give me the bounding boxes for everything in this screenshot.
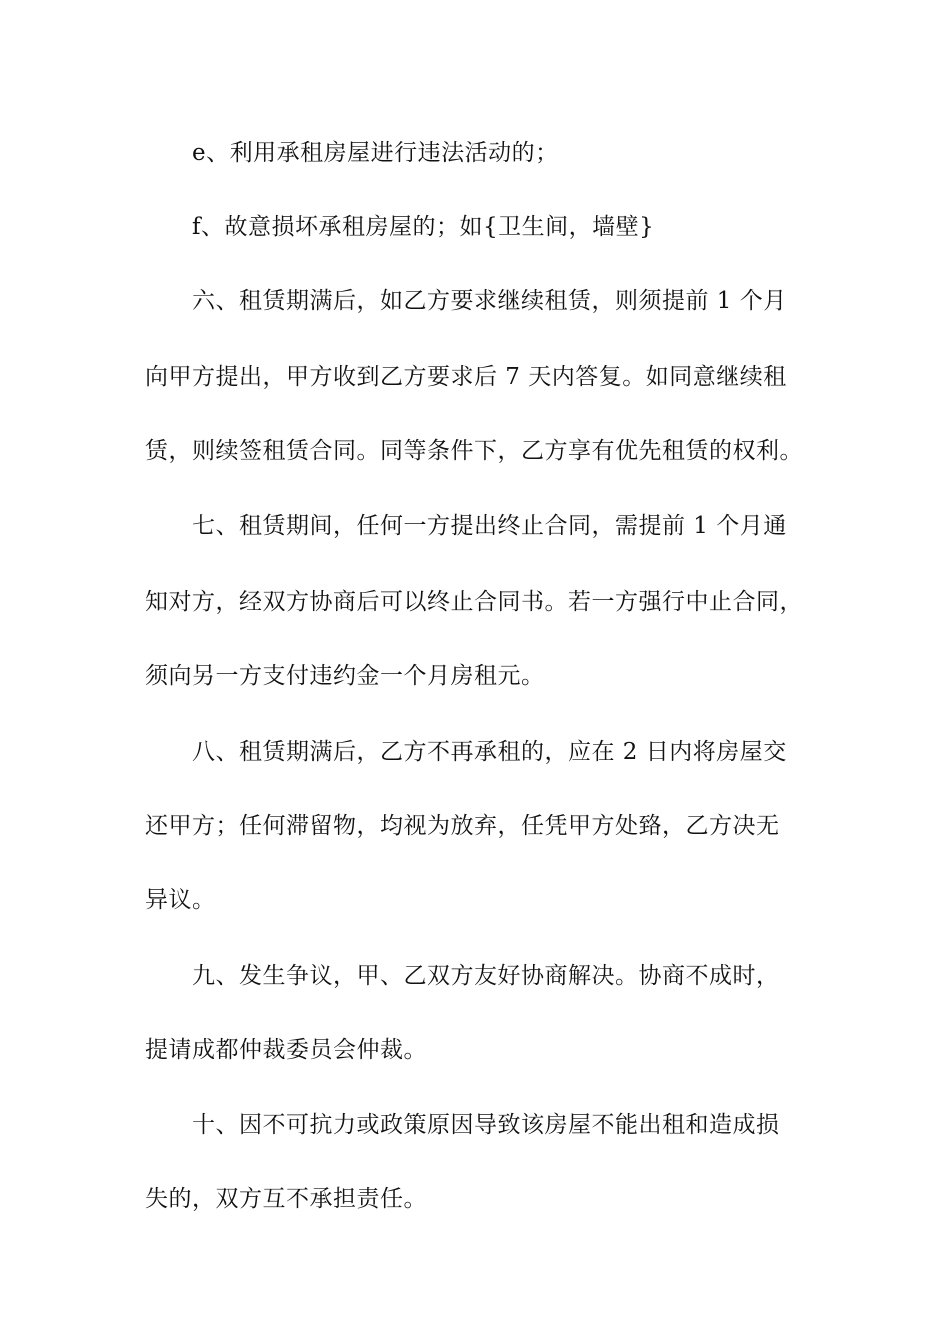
clause-7-line-2: 知对方，经双方协商后可以终止合同书。若一方强行中止合同，	[145, 589, 803, 615]
clause-8-line-1: 八、租赁期满后，乙方不再承租的，应在 2 日内将房屋交	[192, 739, 787, 765]
clause-10-line-2: 失的，双方互不承担责任。	[145, 1186, 427, 1212]
clause-f-line-1: f、故意损坏承租房屋的；如{卫生间，墙壁}	[192, 214, 655, 240]
clause-e-line-1: e、利用承租房屋进行违法活动的；	[192, 140, 559, 166]
clause-7-line-1: 七、租赁期间，任何一方提出终止合同，需提前 1 个月通	[192, 513, 787, 539]
clause-9-line-2: 提请成都仲裁委员会仲裁。	[145, 1037, 427, 1063]
clause-6-line-2: 向甲方提出，甲方收到乙方要求后 7 天内答复。如同意继续租	[145, 364, 787, 390]
clause-8-line-2: 还甲方；任何滞留物，均视为放弃，任凭甲方处臵，乙方决无	[145, 813, 780, 839]
clause-7-line-3: 须向另一方支付违约金一个月房租元。	[145, 663, 545, 689]
clause-8-line-3: 异议。	[145, 887, 216, 913]
clause-6-line-3: 赁，则续签租赁合同。同等条件下，乙方享有优先租赁的权利。	[145, 438, 803, 464]
clause-9-line-1: 九、发生争议，甲、乙双方友好协商解决。协商不成时，	[192, 963, 780, 989]
clause-6-line-1: 六、租赁期满后，如乙方要求继续租赁，则须提前 1 个月	[192, 288, 787, 314]
clause-10-line-1: 十、因不可抗力或政策原因导致该房屋不能出租和造成损	[192, 1112, 780, 1138]
